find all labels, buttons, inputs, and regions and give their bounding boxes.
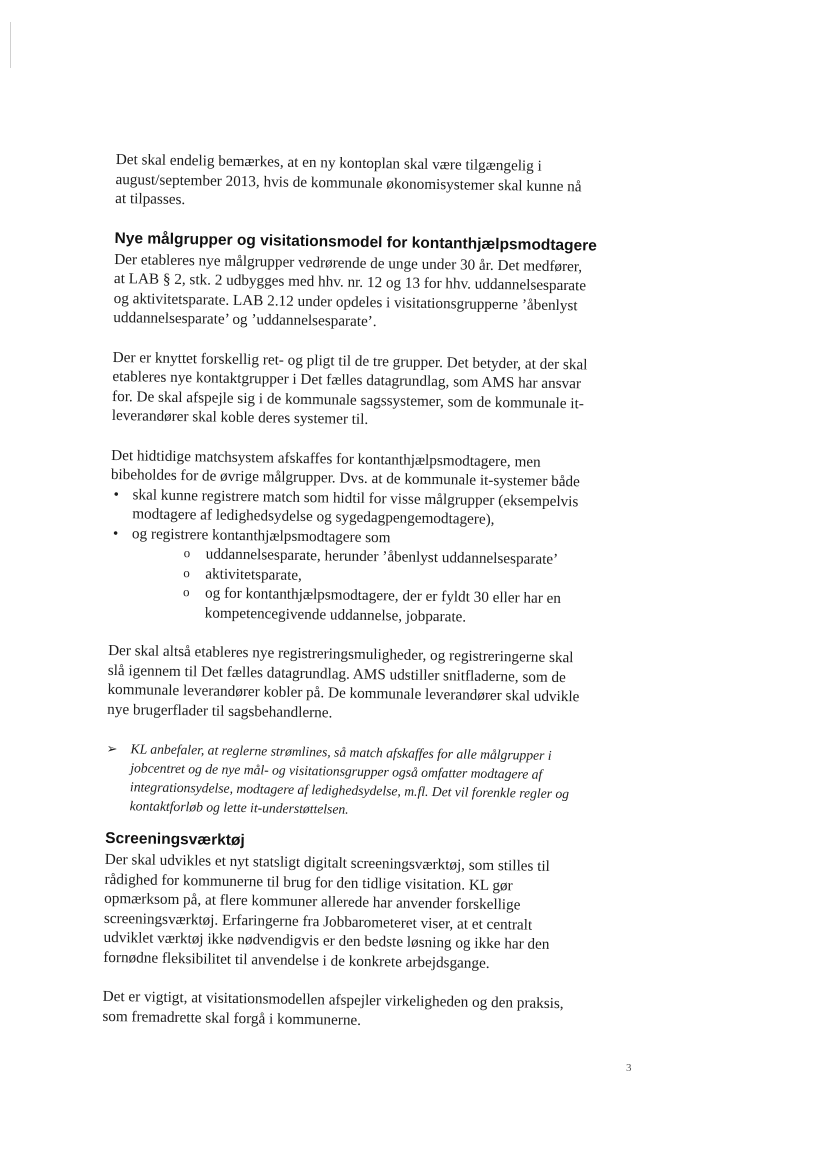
paragraph-registrering: Der skal altså etableres nye registreringsmuligheder, og registreringerne skal slå igennem til Det fælles datagrundlag. AMS udstiller snitfladerne, som de kommunale leverandører kobler på. De kommunale leverandører skal udvikle nye brugerflader til sagsbehandlerne. <box>107 641 580 721</box>
bullet-item: • skal kunne registrere match som hidtil for visse målgrupper (eksempelvis modtagere af ledighedsydelse og sygedagpengemodtagere), <box>110 484 591 531</box>
paragraph-screening: Der skal udvikles et nyt statsligt digitalt screeningsværktøj, som stilles til rådighed for kommunerne til brug for den tidlige visitation. KL gør opmærksom på, at flere kommuner allerede har anvender forskellige screeningsværktøj. Erfaringerne fra Jobbarometeret viser, at et centralt udviklet værktøj ikke nødvendigvis er den bedste løsning og ikke har den fornødne fleksibilitet til anvendelse i de konkrete arbejdsgange. <box>103 850 550 972</box>
intro-paragraph: Det skal endelig bemærkes, at en ny kontoplan skal være tilgængelig i august/september 2013, hvis de kommunale økonomisystemer skal kunne nå at tilpasses. <box>115 150 582 209</box>
arrow-bullet-icon: ➢ <box>106 740 118 757</box>
sub-bullet-item: o uddannelsesparate, herunder ’åbenlyst uddannelsesparate’ <box>184 544 590 570</box>
paragraph-matchsystem: Det hidtidige matchsystem afskaffes for kontanthjælpsmodtagere, men bibeholdes for de øvrige målgrupper. Dvs. at de kommunale it-systemer både <box>110 446 580 491</box>
section-heading-screening: Screeningsværktøj <box>105 829 245 850</box>
paragraph-ret-og-pligt: Der er knyttet forskellig ret- og pligt til de tre grupper. Det betyder, at der skal etableres nye kontaktgrupper i Det fælles datagrundlag, som AMS har ansvar for. De skal afspejle sig i de kommunale sagssystemer, som de kommunale it-leverandører skal koble deres systemer til. <box>111 348 588 428</box>
bullet-item-text: og registrere kontanthjælpsmodtagere som <box>131 524 391 546</box>
section-heading-maalgrupper: Nye målgrupper og visitationsmodel for kontanthjælpsmodtagere <box>114 229 597 255</box>
recommendation-text: KL anbefaler, at reglerne strømlines, så match afskaffes for alle målgrupper i jobcentret og de nye mål- og visitationsgrupper også omfatter modtagere af integrationsydelse, modtagere af ledighedsydelse, m.fl. Det vil forenkle regler og kontaktforløb og lette it-understøttelsen. <box>129 741 570 817</box>
document-page <box>102 150 596 1033</box>
paragraph-maalgrupper: Der etableres nye målgrupper vedrørende de unge under 30 år. Det medfører, at LAB § 2, stk. 2 udbygges med hhv. nr. 12 og 13 for hhv. uddannelsesparate og aktivitetsparate. LAB 2.12 under opdeles i visitationsgrupperne ’åbenlyst uddannelsesparate’ og ’uddannelsesparate’. <box>113 250 587 331</box>
bullet-item <box>109 523 590 628</box>
sub-bullet-item: o aktivitetsparate, <box>183 564 589 590</box>
sub-bullet-item: o og for kontanthjælpsmodtagere, der er fyldt 30 eller har en kompetencegivende uddannelse, jobparate. <box>183 583 590 628</box>
page-number: 3 <box>626 1062 632 1074</box>
scan-edge-mark <box>10 22 11 68</box>
paragraph-visitationsmodel: Det er vigtigt, at visitationsmodellen afspejler virkeligheden og den praksis, som fremadrette skal forgå i kommunerne. <box>102 987 564 1029</box>
recommendation-block <box>106 739 587 823</box>
sub-bullet-list <box>183 544 590 628</box>
bullet-list <box>109 484 591 628</box>
